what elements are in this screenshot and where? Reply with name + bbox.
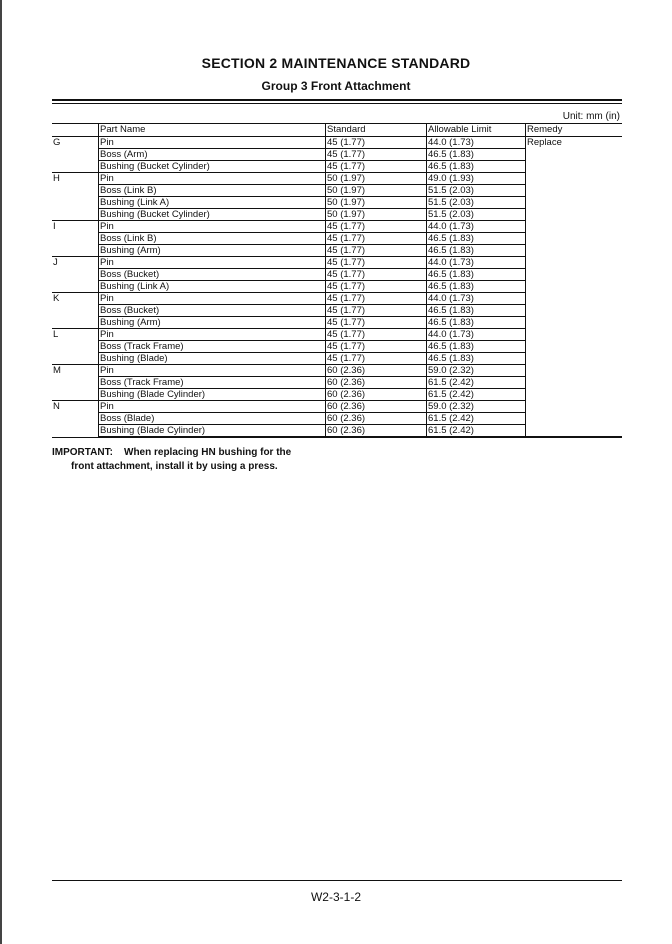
standard-cell: 45 (1.77) (326, 317, 427, 329)
part-name-cell: Bushing (Arm) (99, 317, 326, 329)
allowable-limit-cell: 44.0 (1.73) (427, 293, 526, 305)
page-number: W2-3-1-2 (310, 890, 361, 904)
standard-cell: 50 (1.97) (326, 197, 427, 209)
standard-cell: 45 (1.77) (326, 161, 427, 173)
allowable-limit-cell: 46.5 (1.83) (427, 233, 526, 245)
part-name-cell: Pin (99, 365, 326, 377)
standard-cell: 45 (1.77) (326, 293, 427, 305)
allowable-limit-cell: 61.5 (2.42) (427, 413, 526, 425)
standard-cell: 60 (2.36) (326, 401, 427, 413)
allowable-limit-cell: 44.0 (1.73) (427, 329, 526, 341)
part-name-cell: Bushing (Blade) (99, 353, 326, 365)
part-name-cell: Pin (99, 401, 326, 413)
part-name-cell: Boss (Arm) (99, 149, 326, 161)
standard-cell: 60 (2.36) (326, 413, 427, 425)
allowable-limit-cell: 61.5 (2.42) (427, 425, 526, 438)
standard-cell: 45 (1.77) (326, 281, 427, 293)
standard-cell: 60 (2.36) (326, 365, 427, 377)
group-code: K (52, 293, 99, 329)
page-left-edge (0, 0, 2, 944)
part-name-cell: Pin (99, 173, 326, 185)
part-name-cell: Bushing (Link A) (99, 281, 326, 293)
allowable-limit-cell: 49.0 (1.93) (427, 173, 526, 185)
remedy-cell: Replace (526, 137, 623, 438)
group-code: H (52, 173, 99, 221)
table-row (52, 137, 622, 149)
part-name-cell: Bushing (Link A) (99, 197, 326, 209)
allowable-limit-cell: 46.5 (1.83) (427, 245, 526, 257)
group-code: G (52, 137, 99, 173)
group-code: N (52, 401, 99, 438)
standard-cell: 45 (1.77) (326, 341, 427, 353)
standard-cell: 45 (1.77) (326, 353, 427, 365)
standard-cell: 50 (1.97) (326, 209, 427, 221)
standard-cell: 45 (1.77) (326, 137, 427, 149)
allowable-limit-cell: 59.0 (2.32) (427, 365, 526, 377)
group-code: J (52, 257, 99, 293)
part-name-cell: Boss (Bucket) (99, 269, 326, 281)
part-name-cell: Pin (99, 257, 326, 269)
allowable-limit-cell: 44.0 (1.73) (427, 221, 526, 233)
allowable-limit-cell: 46.5 (1.83) (427, 317, 526, 329)
unit-label: Unit: mm (in) (562, 111, 620, 122)
header-rule-thin (52, 103, 622, 104)
footer-rule (52, 880, 622, 881)
part-name-cell: Bushing (Bucket Cylinder) (99, 209, 326, 221)
standard-cell: 45 (1.77) (326, 329, 427, 341)
standard-cell: 50 (1.97) (326, 185, 427, 197)
group-title: Group 3 Front Attachment (261, 79, 411, 93)
part-name-cell: Boss (Track Frame) (99, 377, 326, 389)
standard-cell: 45 (1.77) (326, 233, 427, 245)
part-name-cell: Pin (99, 221, 326, 233)
important-label: IMPORTANT: (52, 447, 113, 458)
allowable-limit-cell: 51.5 (2.03) (427, 185, 526, 197)
allowable-limit-cell: 46.5 (1.83) (427, 269, 526, 281)
table-header-row (52, 124, 622, 137)
standard-cell: 45 (1.77) (326, 305, 427, 317)
allowable-limit-cell: 59.0 (2.32) (427, 401, 526, 413)
standard-cell: 60 (2.36) (326, 377, 427, 389)
standard-cell: 50 (1.97) (326, 173, 427, 185)
header-part-name: Part Name (99, 124, 326, 137)
part-name-cell: Bushing (Arm) (99, 245, 326, 257)
part-name-cell: Pin (99, 293, 326, 305)
important-note (52, 446, 291, 474)
allowable-limit-cell: 46.5 (1.83) (427, 353, 526, 365)
header-code (52, 124, 99, 137)
important-line-2: front attachment, install it by using a press. (71, 461, 278, 472)
part-name-cell: Bushing (Bucket Cylinder) (99, 161, 326, 173)
allowable-limit-cell: 46.5 (1.83) (427, 281, 526, 293)
header-standard: Standard (326, 124, 427, 137)
group-code: I (52, 221, 99, 257)
allowable-limit-cell: 61.5 (2.42) (427, 377, 526, 389)
part-name-cell: Boss (Link B) (99, 185, 326, 197)
section-title: SECTION 2 MAINTENANCE STANDARD (201, 55, 471, 71)
part-name-cell: Boss (Track Frame) (99, 341, 326, 353)
standard-cell: 45 (1.77) (326, 257, 427, 269)
standard-cell: 45 (1.77) (326, 149, 427, 161)
table-body (52, 137, 622, 438)
allowable-limit-cell: 44.0 (1.73) (427, 137, 526, 149)
allowable-limit-cell: 51.5 (2.03) (427, 209, 526, 221)
important-line-1: When replacing HN bushing for the (124, 447, 292, 458)
part-name-cell: Boss (Bucket) (99, 305, 326, 317)
header-rule-thick (52, 99, 622, 101)
maintenance-standard-table (52, 123, 622, 438)
standard-cell: 60 (2.36) (326, 389, 427, 401)
standard-cell: 45 (1.77) (326, 221, 427, 233)
allowable-limit-cell: 46.5 (1.83) (427, 161, 526, 173)
part-name-cell: Bushing (Blade Cylinder) (99, 425, 326, 438)
part-name-cell: Pin (99, 137, 326, 149)
header-allowable-limit: Allowable Limit (427, 124, 526, 137)
allowable-limit-cell: 46.5 (1.83) (427, 341, 526, 353)
standard-cell: 45 (1.77) (326, 245, 427, 257)
header-remedy: Remedy (526, 124, 623, 137)
allowable-limit-cell: 61.5 (2.42) (427, 389, 526, 401)
allowable-limit-cell: 44.0 (1.73) (427, 257, 526, 269)
part-name-cell: Boss (Link B) (99, 233, 326, 245)
part-name-cell: Bushing (Blade Cylinder) (99, 389, 326, 401)
allowable-limit-cell: 46.5 (1.83) (427, 305, 526, 317)
group-code: M (52, 365, 99, 401)
standard-cell: 45 (1.77) (326, 269, 427, 281)
allowable-limit-cell: 51.5 (2.03) (427, 197, 526, 209)
group-code: L (52, 329, 99, 365)
part-name-cell: Pin (99, 329, 326, 341)
standard-cell: 60 (2.36) (326, 425, 427, 438)
part-name-cell: Boss (Blade) (99, 413, 326, 425)
allowable-limit-cell: 46.5 (1.83) (427, 149, 526, 161)
